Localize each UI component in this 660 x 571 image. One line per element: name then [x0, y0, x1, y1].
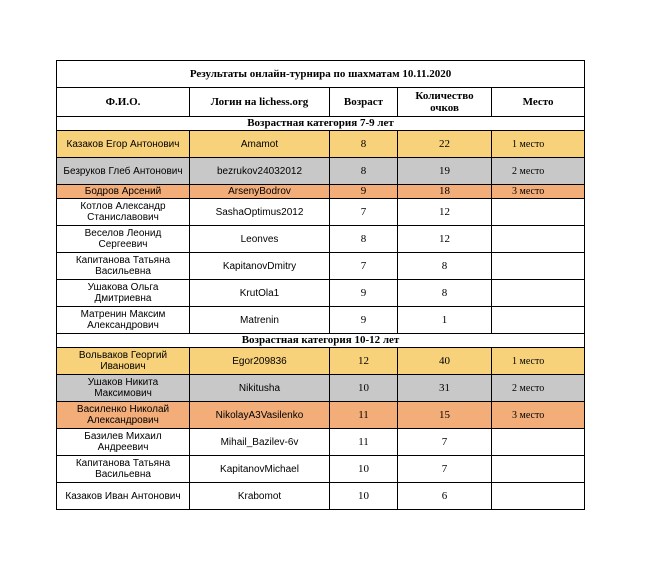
header-points: Количество очков	[398, 88, 492, 117]
results-table	[56, 60, 585, 510]
login-cell: Nikitusha	[190, 375, 330, 402]
login-cell: KapitanovMichael	[190, 456, 330, 483]
age-cell: 11	[330, 429, 398, 456]
name-cell: Казаков Егор Антонович	[57, 131, 190, 158]
age-cell: 7	[330, 199, 398, 226]
category-label: Возрастная категория 10-12 лет	[57, 334, 585, 348]
title-row	[57, 61, 585, 88]
header-place: Место	[492, 88, 585, 117]
login-cell: SashaOptimus2012	[190, 199, 330, 226]
login-cell: Amamot	[190, 131, 330, 158]
login-cell: Egor209836	[190, 348, 330, 375]
name-cell: Ушакова Ольга Дмитриевна	[57, 280, 190, 307]
name-cell: Василенко Николай Александрович	[57, 402, 190, 429]
place-cell: 2 место	[492, 158, 585, 185]
table-row	[57, 253, 585, 280]
place-cell	[492, 483, 585, 510]
table-row	[57, 429, 585, 456]
name-cell: Безруков Глеб Антонович	[57, 158, 190, 185]
age-cell: 7	[330, 253, 398, 280]
age-cell: 11	[330, 402, 398, 429]
place-cell: 1 место	[492, 131, 585, 158]
table-row	[57, 158, 585, 185]
place-cell	[492, 199, 585, 226]
points-cell: 8	[398, 253, 492, 280]
place-cell: 3 место	[492, 185, 585, 199]
name-cell: Капитанова Татьяна Васильевна	[57, 456, 190, 483]
place-cell	[492, 280, 585, 307]
login-cell: KrutOla1	[190, 280, 330, 307]
header-login: Логин на lichess.org	[190, 88, 330, 117]
category-row	[57, 117, 585, 131]
table-row	[57, 375, 585, 402]
points-cell: 12	[398, 199, 492, 226]
table-row	[57, 131, 585, 158]
login-cell: Mihail_Bazilev-6v	[190, 429, 330, 456]
points-cell: 15	[398, 402, 492, 429]
name-cell: Веселов Леонид Сергеевич	[57, 226, 190, 253]
points-cell: 31	[398, 375, 492, 402]
header-row	[57, 88, 585, 117]
table-row	[57, 483, 585, 510]
name-cell: Вольваков Георгий Иванович	[57, 348, 190, 375]
name-cell: Казаков Иван Антонович	[57, 483, 190, 510]
table-row	[57, 307, 585, 334]
age-cell: 8	[330, 158, 398, 185]
login-cell: Matrenin	[190, 307, 330, 334]
place-cell: 3 место	[492, 402, 585, 429]
login-cell: bezrukov24032012	[190, 158, 330, 185]
table-row	[57, 185, 585, 199]
points-cell: 22	[398, 131, 492, 158]
table-row	[57, 199, 585, 226]
place-cell: 2 место	[492, 375, 585, 402]
category-row	[57, 334, 585, 348]
table-row	[57, 226, 585, 253]
name-cell: Матренин Максим Александрович	[57, 307, 190, 334]
name-cell: Котлов Александр Станиславович	[57, 199, 190, 226]
age-cell: 8	[330, 226, 398, 253]
points-cell: 18	[398, 185, 492, 199]
age-cell: 9	[330, 307, 398, 334]
place-cell	[492, 253, 585, 280]
place-cell	[492, 456, 585, 483]
points-cell: 7	[398, 429, 492, 456]
table-row	[57, 280, 585, 307]
table-row	[57, 402, 585, 429]
points-cell: 40	[398, 348, 492, 375]
login-cell: Krabomot	[190, 483, 330, 510]
points-cell: 12	[398, 226, 492, 253]
table-row	[57, 348, 585, 375]
age-cell: 9	[330, 280, 398, 307]
age-cell: 10	[330, 375, 398, 402]
points-cell: 19	[398, 158, 492, 185]
age-cell: 9	[330, 185, 398, 199]
login-cell: Leonves	[190, 226, 330, 253]
points-cell: 7	[398, 456, 492, 483]
age-cell: 10	[330, 456, 398, 483]
points-cell: 1	[398, 307, 492, 334]
category-label: Возрастная категория 7-9 лет	[57, 117, 585, 131]
table-row	[57, 456, 585, 483]
login-cell: KapitanovDmitry	[190, 253, 330, 280]
name-cell: Капитанова Татьяна Васильевна	[57, 253, 190, 280]
table-title: Результаты онлайн-турнира по шахматам 10.11.2020	[57, 61, 585, 88]
header-name: Ф.И.О.	[57, 88, 190, 117]
login-cell: NikolayA3Vasilenko	[190, 402, 330, 429]
place-cell: 1 место	[492, 348, 585, 375]
name-cell: Бодров Арсений	[57, 185, 190, 199]
name-cell: Ушаков Никита Максимович	[57, 375, 190, 402]
place-cell	[492, 226, 585, 253]
place-cell	[492, 429, 585, 456]
name-cell: Базилев Михаил Андреевич	[57, 429, 190, 456]
age-cell: 12	[330, 348, 398, 375]
points-cell: 8	[398, 280, 492, 307]
login-cell: ArsenyBodrov	[190, 185, 330, 199]
points-cell: 6	[398, 483, 492, 510]
header-age: Возраст	[330, 88, 398, 117]
age-cell: 10	[330, 483, 398, 510]
place-cell	[492, 307, 585, 334]
age-cell: 8	[330, 131, 398, 158]
